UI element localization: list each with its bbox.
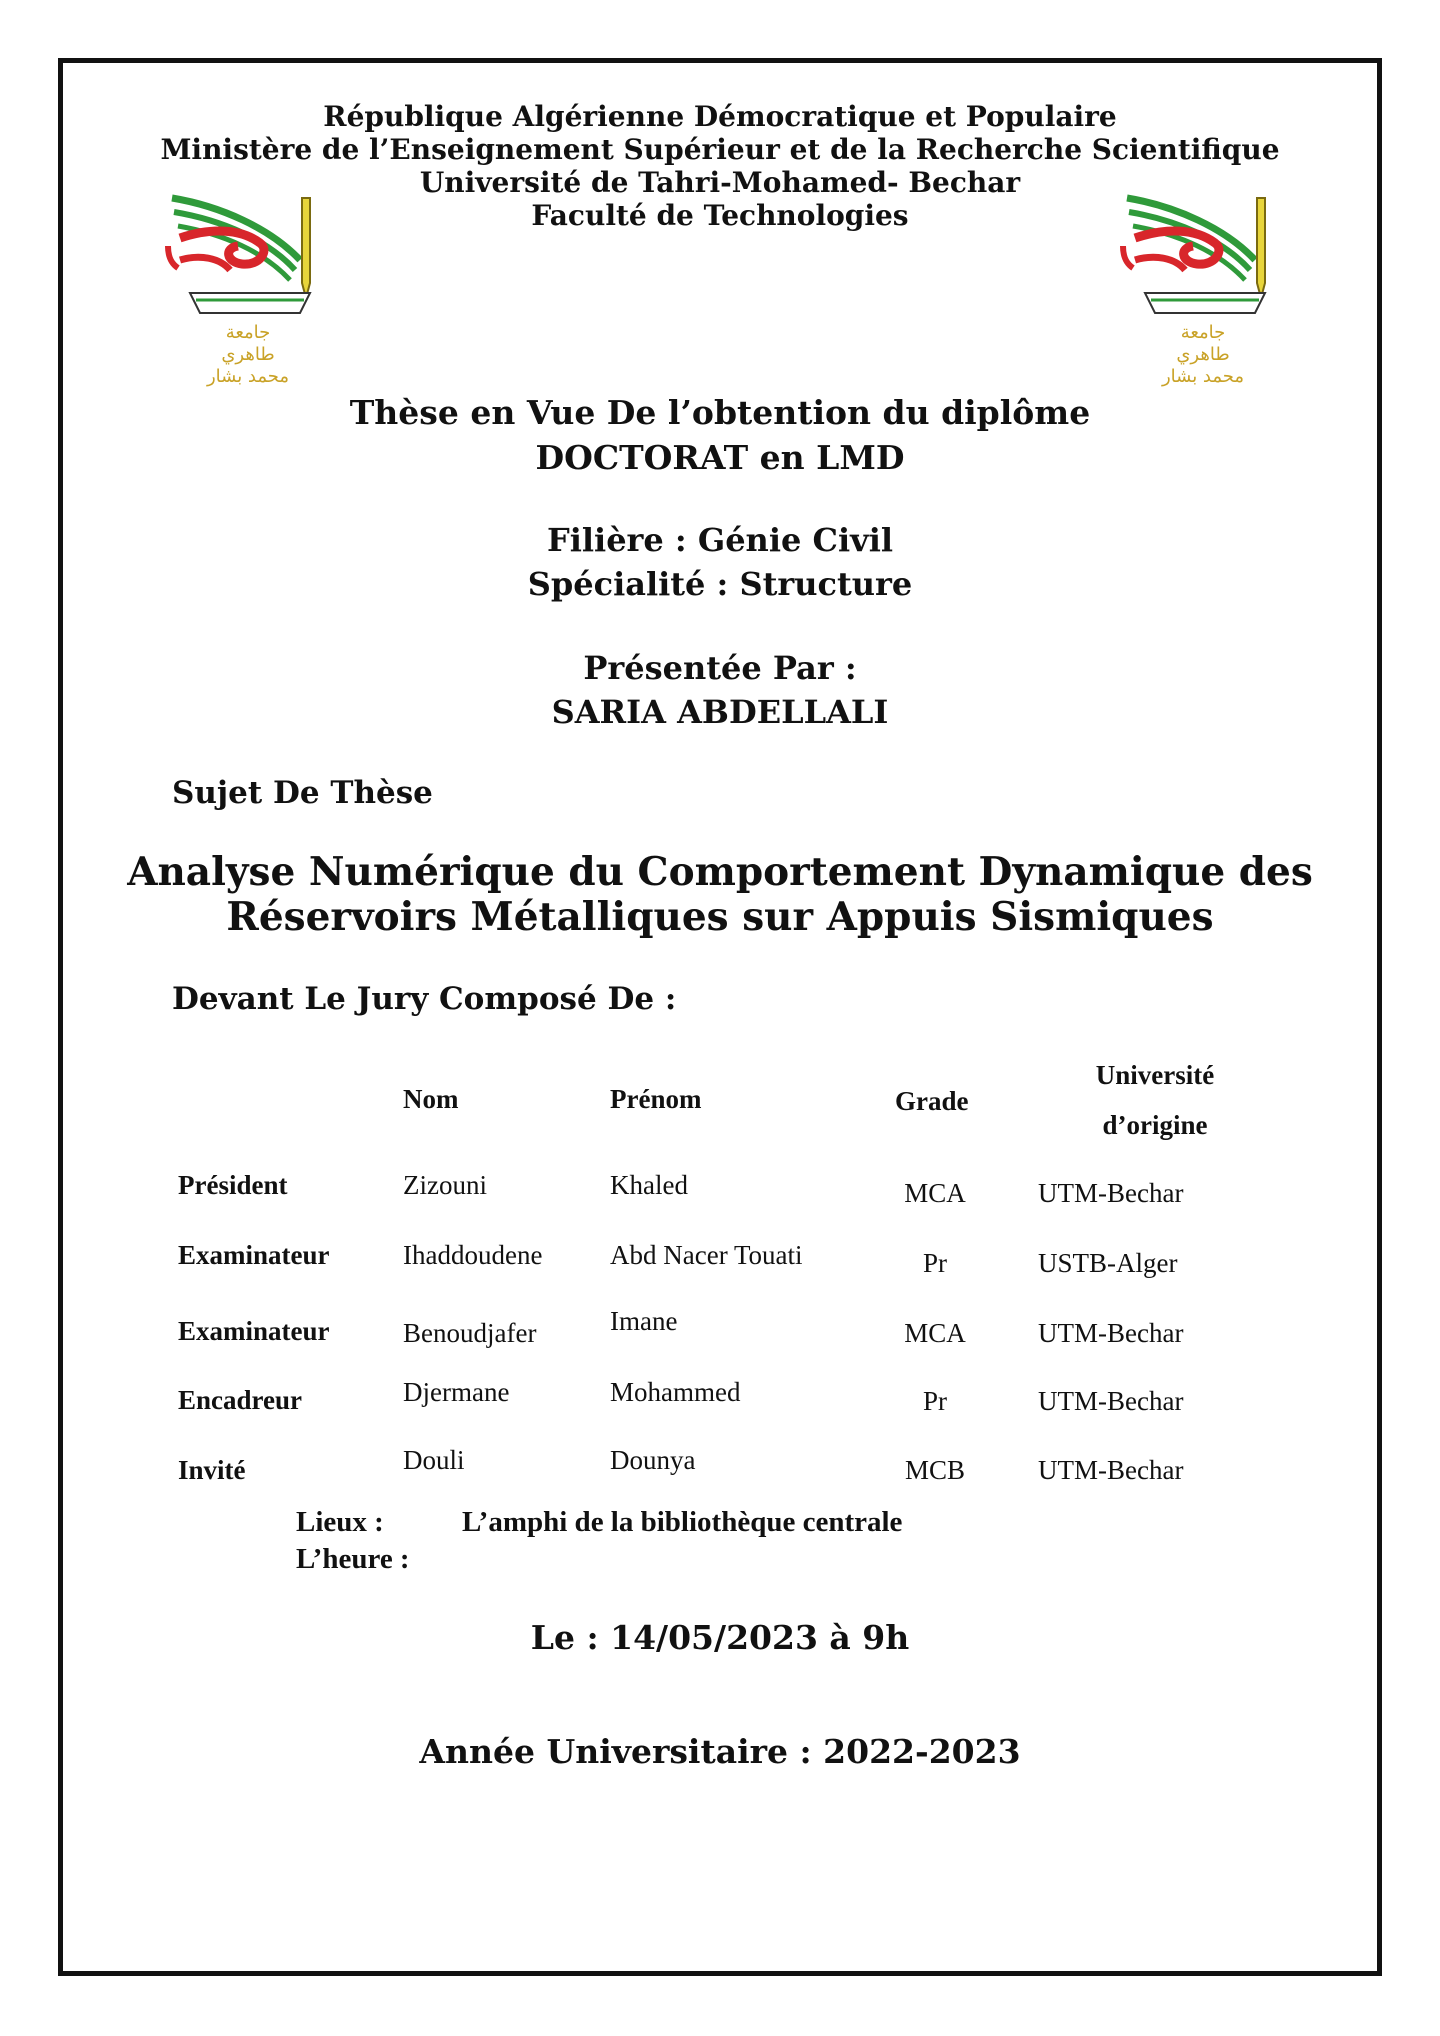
- jury-grade: Pr: [922, 1386, 947, 1416]
- university-logo-left: [160, 188, 335, 388]
- logo-arabic-line1: جامعة: [1180, 322, 1226, 343]
- jury-prenom: Dounya: [610, 1445, 696, 1475]
- jury-univ: UTM-Bechar: [1038, 1386, 1184, 1416]
- logo-arabic-line3: محمد بشار: [1161, 366, 1245, 387]
- jury-prenom: Imane: [610, 1306, 678, 1336]
- presenter-label: Présentée Par :: [583, 649, 857, 687]
- defense-date: Le : 14/05/2023 à 9h: [530, 1618, 910, 1657]
- jury-grade: MCB: [904, 1455, 966, 1485]
- jury-role: Examinateur: [178, 1316, 330, 1346]
- thesis-title-line1: Thèse en Vue De l’obtention du diplôme: [349, 393, 1091, 432]
- filiere: Filière : Génie Civil: [547, 521, 893, 559]
- header-ministry: Ministère de l’Enseignement Supérieur et de la Recherche Scientifique: [160, 133, 1280, 166]
- jury-prenom: Khaled: [610, 1170, 688, 1200]
- col-header-grade: Grade: [895, 1086, 969, 1116]
- jury-nom: Douli: [403, 1445, 465, 1475]
- col-header-univ-2: d’origine: [1102, 1110, 1208, 1140]
- jury-univ: UTM-Bechar: [1038, 1455, 1184, 1485]
- jury-nom: Djermane: [403, 1377, 510, 1407]
- thesis-title-line2: DOCTORAT en LMD: [535, 438, 905, 477]
- logo-arabic-line2: طاهري: [221, 344, 275, 365]
- jury-univ: UTM-Bechar: [1038, 1178, 1184, 1208]
- jury-label: Devant Le Jury Composé De :: [172, 981, 677, 1017]
- jury-grade: MCA: [904, 1318, 966, 1348]
- jury-prenom: Abd Nacer Touati: [610, 1240, 803, 1270]
- col-header-nom: Nom: [403, 1084, 459, 1114]
- lieux-value: L’amphi de la bibliothèque centrale: [462, 1506, 903, 1538]
- subject-label: Sujet De Thèse: [172, 775, 433, 811]
- jury-role: Encadreur: [178, 1385, 303, 1415]
- jury-grade: MCA: [904, 1178, 966, 1208]
- jury-univ: UTM-Bechar: [1038, 1318, 1184, 1348]
- jury-role: Examinateur: [178, 1240, 330, 1270]
- lieux-label: Lieux :: [296, 1506, 384, 1538]
- logo-arabic-line1: جامعة: [225, 322, 271, 343]
- col-header-prenom: Prénom: [610, 1084, 702, 1114]
- academic-year: Année Universitaire : 2022-2023: [419, 1732, 1021, 1771]
- jury-role: Invité: [178, 1455, 246, 1485]
- header-republic: République Algérienne Démocratique et Populaire: [323, 100, 1117, 133]
- subject-line1: Analyse Numérique du Comportement Dynamique des: [127, 849, 1313, 895]
- jury-nom: Benoudjafer: [403, 1318, 537, 1348]
- jury-prenom: Mohammed: [610, 1377, 741, 1407]
- col-header-univ-1: Université: [1095, 1060, 1215, 1090]
- jury-univ: USTB-Alger: [1038, 1248, 1178, 1278]
- logo-arabic-line3: محمد بشار: [206, 366, 290, 387]
- jury-role: Président: [178, 1170, 288, 1200]
- university-logo-right: [1115, 188, 1290, 388]
- heure-label: L’heure :: [296, 1543, 410, 1575]
- jury-nom: Zizouni: [403, 1170, 487, 1200]
- jury-nom: Ihaddoudene: [403, 1240, 543, 1270]
- specialite: Spécialité : Structure: [527, 565, 913, 603]
- logo-arabic-line2: طاهري: [1176, 344, 1230, 365]
- logo-swooshes: [1123, 198, 1265, 313]
- jury-grade: Pr: [922, 1248, 947, 1278]
- header-faculty: Faculté de Technologies: [531, 199, 909, 232]
- subject-line2: Réservoirs Métalliques sur Appuis Sismiques: [226, 894, 1214, 940]
- header-university: Université de Tahri-Mohamed- Bechar: [419, 166, 1021, 199]
- logo-swooshes: [168, 198, 310, 313]
- presenter-name: SARIA ABDELLALI: [551, 693, 889, 731]
